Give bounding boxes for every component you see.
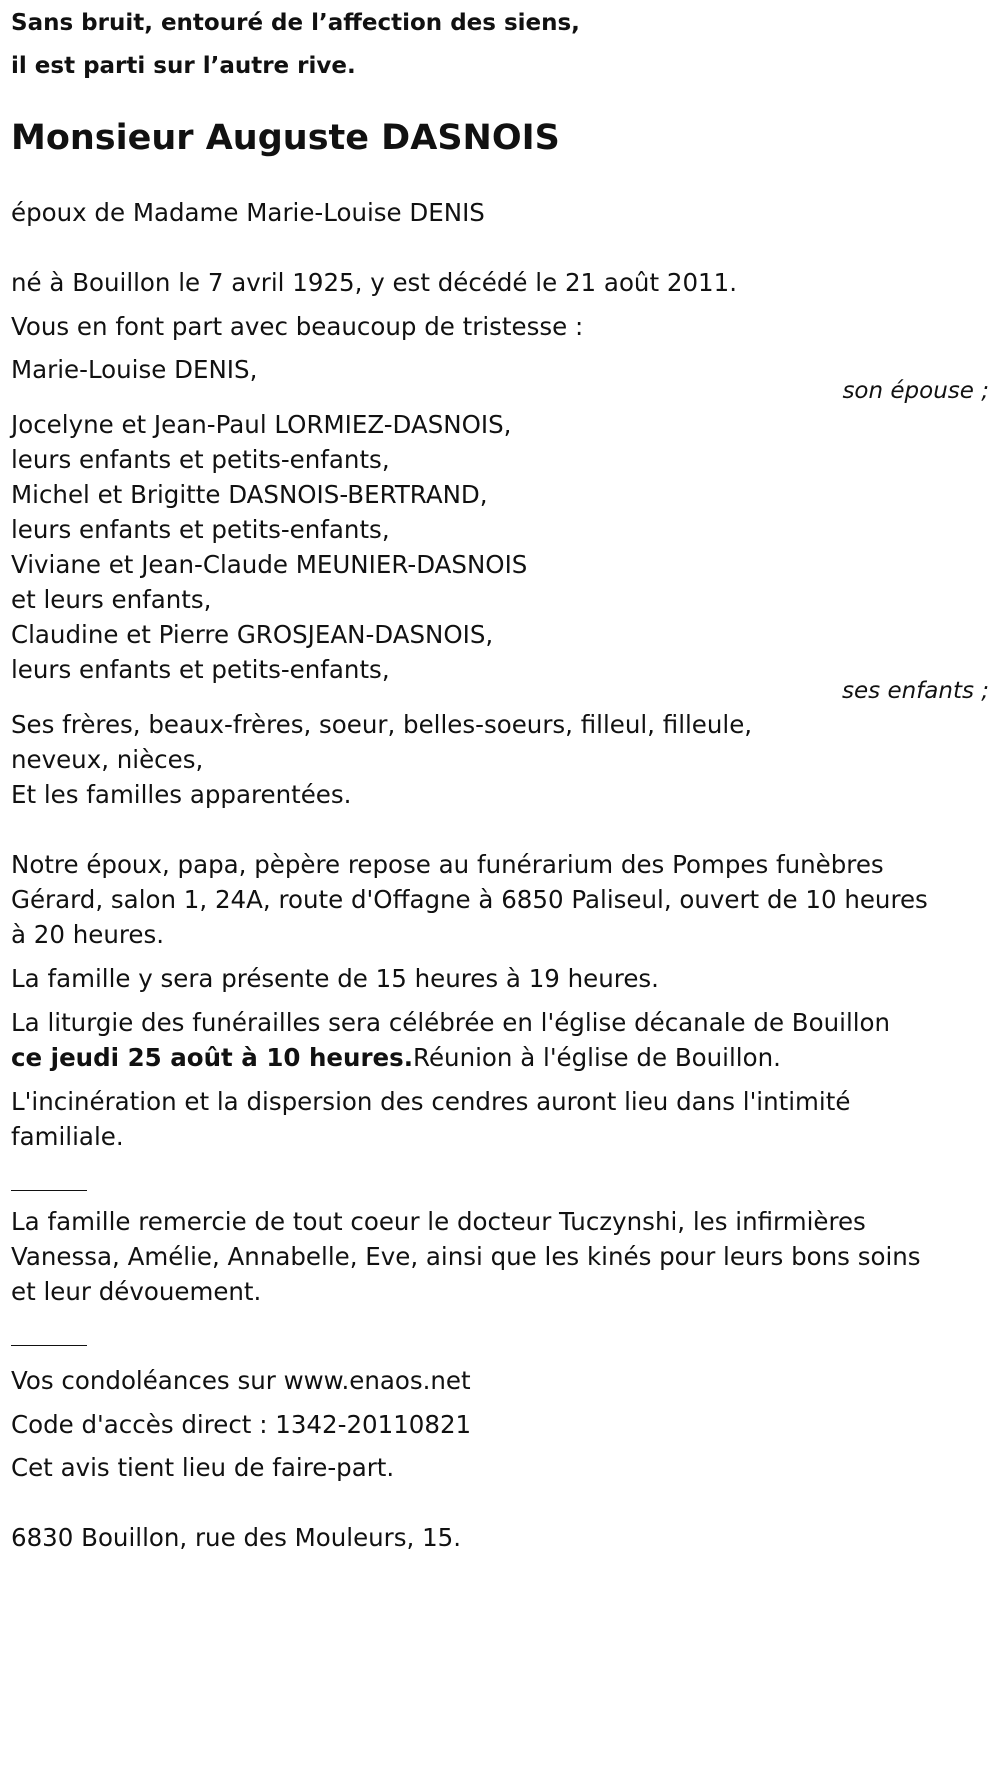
address-line: 6830 Bouillon, rue des Mouleurs, 15. xyxy=(11,1523,462,1552)
thanks-line-3: et leur dévouement. xyxy=(11,1277,262,1306)
children-line-5: Viviane et Jean-Claude MEUNIER-DASNOIS xyxy=(11,550,528,579)
funerarium-line-3: à 20 heures. xyxy=(11,920,165,949)
announce-line: Vous en font part avec beaucoup de tristesse : xyxy=(11,312,584,341)
deceased-name: Monsieur Auguste DASNOIS xyxy=(11,118,560,158)
children-line-1: Jocelyne et Jean-Paul LORMIEZ-DASNOIS, xyxy=(11,410,512,439)
access-code-line: Code d'accès direct : 1342-20110821 xyxy=(11,1410,472,1439)
children-line-4: leurs enfants et petits-enfants, xyxy=(11,515,390,544)
relatives-line-1: Ses frères, beaux-frères, soeur, belles-soeurs, filleul, filleule, xyxy=(11,710,753,739)
cremation-line-1: L'incinération et la dispersion des cendres auront lieu dans l'intimité xyxy=(11,1087,851,1116)
intro-line-1: Sans bruit, entouré de l’affection des siens, xyxy=(11,10,580,36)
condolences-line: Vos condoléances sur www.enaos.net xyxy=(11,1366,471,1395)
thanks-line-1: La famille remercie de tout coeur le docteur Tuczynshi, les infirmières xyxy=(11,1207,866,1236)
funerarium-line-1: Notre époux, papa, pèpère repose au funérarium des Pompes funèbres xyxy=(11,850,884,879)
cremation-line-2: familiale. xyxy=(11,1122,124,1151)
liturgy-meeting: Réunion à l'église de Bouillon. xyxy=(413,1043,781,1072)
thanks-line-2: Vanessa, Amélie, Annabelle, Eve, ainsi que les kinés pour leurs bons soins xyxy=(11,1242,921,1271)
children-line-6: et leurs enfants, xyxy=(11,585,212,614)
liturgy-line-2 xyxy=(11,1043,781,1073)
liturgy-line-1: La liturgie des funérailles sera célébrée en l'église décanale de Bouillon xyxy=(11,1008,891,1037)
children-role: ses enfants ; xyxy=(842,678,989,704)
birth-death-line: né à Bouillon le 7 avril 1925, y est décédé le 21 août 2011. xyxy=(11,268,737,297)
separator-1 xyxy=(11,1190,87,1191)
notice-line: Cet avis tient lieu de faire-part. xyxy=(11,1453,395,1482)
relatives-line-2: neveux, nièces, xyxy=(11,745,204,774)
funerarium-line-2: Gérard, salon 1, 24A, route d'Offagne à 6850 Paliseul, ouvert de 10 heures xyxy=(11,885,928,914)
separator-2 xyxy=(11,1345,87,1346)
children-line-7: Claudine et Pierre GROSJEAN-DASNOIS, xyxy=(11,620,494,649)
spouse-line: époux de Madame Marie-Louise DENIS xyxy=(11,198,485,227)
spouse-role: son épouse ; xyxy=(842,378,989,404)
relatives-line-3: Et les familles apparentées. xyxy=(11,780,352,809)
children-line-8: leurs enfants et petits-enfants, xyxy=(11,655,390,684)
intro-line-2: il est parti sur l’autre rive. xyxy=(11,53,356,79)
spouse-name: Marie-Louise DENIS, xyxy=(11,355,258,384)
presence-line: La famille y sera présente de 15 heures à 19 heures. xyxy=(11,964,659,993)
children-line-3: Michel et Brigitte DASNOIS-BERTRAND, xyxy=(11,480,488,509)
liturgy-date: ce jeudi 25 août à 10 heures. xyxy=(11,1043,414,1072)
children-line-2: leurs enfants et petits-enfants, xyxy=(11,445,390,474)
